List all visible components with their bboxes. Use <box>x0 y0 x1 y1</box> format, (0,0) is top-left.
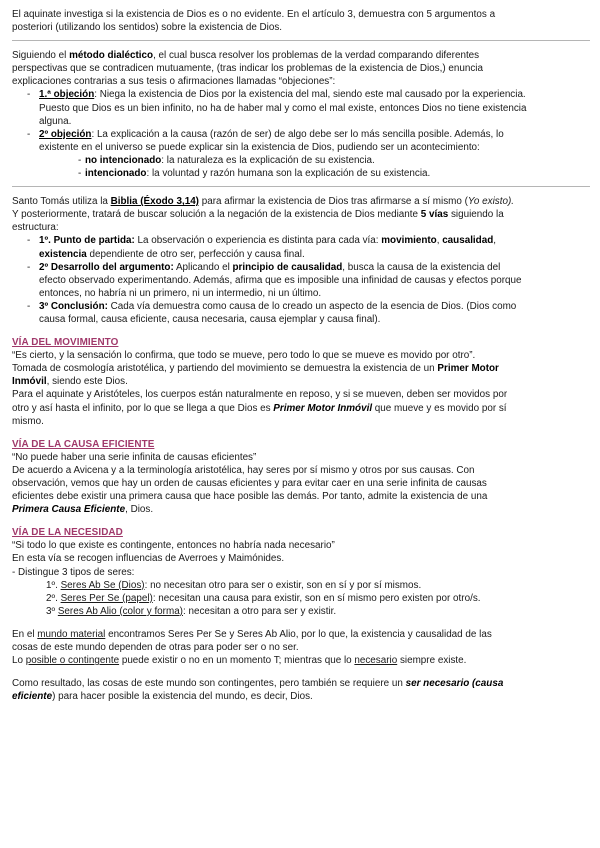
structure-line: estructura: <box>12 222 59 234</box>
spacer <box>12 516 590 526</box>
structure-step-1: - 1º. Punto de partida: La observación o experiencia es distinta para cada vía: movimiento, causalidad, existencia dependiente de otro ser, perfección y causa final. <box>27 235 496 260</box>
objection-2-label: 2º objeción <box>39 128 92 140</box>
being-type-1: 1º. Seres Ab Se (Dios): no necesitan otro para ser o existir, son en sí y por sí mismos. <box>46 579 422 591</box>
via-causa-eficiente-quote: “No puede haber una serie infinita de causas eficientes” <box>12 451 257 463</box>
structure-section <box>12 195 590 326</box>
objection-2: - 2º objeción: La explicación a la causa (razón de ser) de algo debe ser lo más sencilla posible. Además, lo existente en el universo se puede explicar sin la existencia de Dios, pudiendo ser un acontecimiento: <box>27 128 504 153</box>
objection-1-label: 1.ª objeción <box>39 89 95 101</box>
intro-line: posteriori (utilizando los sentidos) sobre la existencia de Dios. <box>12 22 283 34</box>
structure-step-3: - 3º Conclusión: Cada vía demuestra como causa de lo creado un aspecto de la esencia de Dios. (Dios como causa formal, causa eficiente, causa necesaria, causa ejemplar y causa final). <box>27 300 517 325</box>
intro-paragraph <box>12 8 590 34</box>
spacer <box>12 428 590 438</box>
objection-1: - 1.ª objeción: Niega la existencia de Dios por la existencia del mal, siendo este mal causado por la experiencia. Puesto que Dios es un bien infinito, no ha de haber mal y como el mal existe, entonces Dios no tiene existencia alguna. <box>27 89 527 127</box>
spacer <box>12 667 590 677</box>
method-term: método dialéctico <box>69 50 154 62</box>
via-necesidad-quote: “Si todo lo que existe es contingente, entonces no habría nada necesario” <box>12 540 335 552</box>
method-line: perspectivas que se contradicen mutuamente, (tras indicar los problemas de la existencia de Dios,) enuncia <box>12 63 483 75</box>
via-movimiento-heading: VÍA DEL MOVIMIENTO <box>12 337 119 349</box>
via-movimiento-section: VÍA DEL MOVIMIENTO “Es cierto, y la sensación lo confirma, que todo se mueve, pero todo lo que se mueve es movido por otro”. Tomada de cosmología aristotélica, y partiendo del movimiento se demuestra la existencia de un Primer Motor Inmóvil, siendo este Dios. Para el aquinate y Aristóteles, los cuerpos están naturalmente en reposo, y si se mueven, deben ser movidos por otro y así hasta el infinito, por lo que se llega a que Dios es Primer Motor Inmóvil que mueve y es movido por sí mismo. <box>12 336 590 428</box>
via-causa-eficiente-section: VÍA DE LA CAUSA EFICIENTE “No puede haber una serie infinita de causas eficientes” De acuerdo a Avicena y a la terminología aristotélica, hay seres por sí mismo y otros por sus causas. Con observación, vemos que hay un orden de causas eficientes y para evitar caer en una serie infinita de causas eficientes debe existir una primera causa que hace posible las demás. Por tanto, admite la existencia de una Primera Causa Eficiente, Dios. <box>12 438 590 517</box>
being-type-2: 2º. Seres Per Se (papel): necesitan una causa para existir, son en sí mismo pero existen por otro/s. <box>46 592 481 604</box>
via-necesidad-heading: VÍA DE LA NECESIDAD <box>12 527 123 539</box>
five-ways: 5 vías <box>420 209 449 221</box>
being-type-3: 3º Seres Ab Alio (color y forma): necesitan a otro para ser y existir. <box>46 605 337 617</box>
structure-step-2: - 2º Desarrollo del argumento: Aplicando el principio de causalidad, busca la causa de la existencia del efecto observado experimentando. Además, afirma que es imposible una infinidad de causas y efectos porque entonces, no habría ni un primero, ni un intermedio, ni un último. <box>27 261 522 299</box>
document-page <box>12 8 590 703</box>
objection-2-sub-1: - no intencionado: la naturaleza es la explicación de su existencia. <box>78 154 375 166</box>
spacer <box>12 618 590 628</box>
method-section <box>12 49 590 180</box>
structure-line: Santo Tomás utiliza la Biblia (Éxodo 3,14) para afirmar la existencia de Dios tras afirmarse a sí mismo (Yo existo). <box>12 196 514 208</box>
objection-2-sub-2: - intencionado: la voluntad y razón humana son la explicación de su existencia. <box>78 168 431 180</box>
via-necesidad-section: VÍA DE LA NECESIDAD “Si todo lo que existe es contingente, entonces no habría nada necesario” En esta vía se recogen influencias de Averroes y Maimónides. - Distingue 3 tipos de seres: 1º. Seres Ab Se (Dios): no necesitan otro para ser o existir, son en sí y por sí mismos. 2º. Seres Per Se (papel): necesitan una causa para existir, son en sí mismo pero existen por otro/s. 3º Seres Ab Alio (color y forma): necesitan a otro para ser y existir. En el mundo material encontramos Seres Per Se y Seres Ab Alio, por lo que, la existencia y causalidad de las cosas de este mundo dependen de otras para poder ser o no ser. Lo posible o contingente puede existir o no en un momento T; mientras que lo necesario siempre existe. Como resultado, las cosas de este mundo son contingentes, pero también se requiere un ser necesario (causa eficiente) para hacer posible la existencia del mundo, es decir, Dios. <box>12 526 590 703</box>
structure-line: Y posteriormente, tratará de buscar solución a la negación de la existencia de Dios mediante 5 vías siguiendo la <box>12 209 504 221</box>
via-movimiento-quote: “Es cierto, y la sensación lo confirma, que todo se mueve, pero todo lo que se mueve es movido por otro”. <box>12 350 476 362</box>
via-causa-eficiente-heading: VÍA DE LA CAUSA EFICIENTE <box>12 438 155 450</box>
section-divider <box>12 40 590 41</box>
intro-line: El aquinate investiga si la existencia de Dios es o no evidente. En el artículo 3, demuestra con 5 argumentos a <box>12 9 496 20</box>
spacer <box>12 326 590 336</box>
method-line: Siguiendo el método dialéctico, el cual busca resolver los problemas de la verdad comparando diferentes <box>12 50 480 62</box>
bible-reference: Biblia (Éxodo 3,14) <box>110 196 199 208</box>
section-divider <box>12 186 590 187</box>
method-line: explicaciones contrarias a sus tesis o afirmaciones llamadas “objeciones”: <box>12 76 336 88</box>
